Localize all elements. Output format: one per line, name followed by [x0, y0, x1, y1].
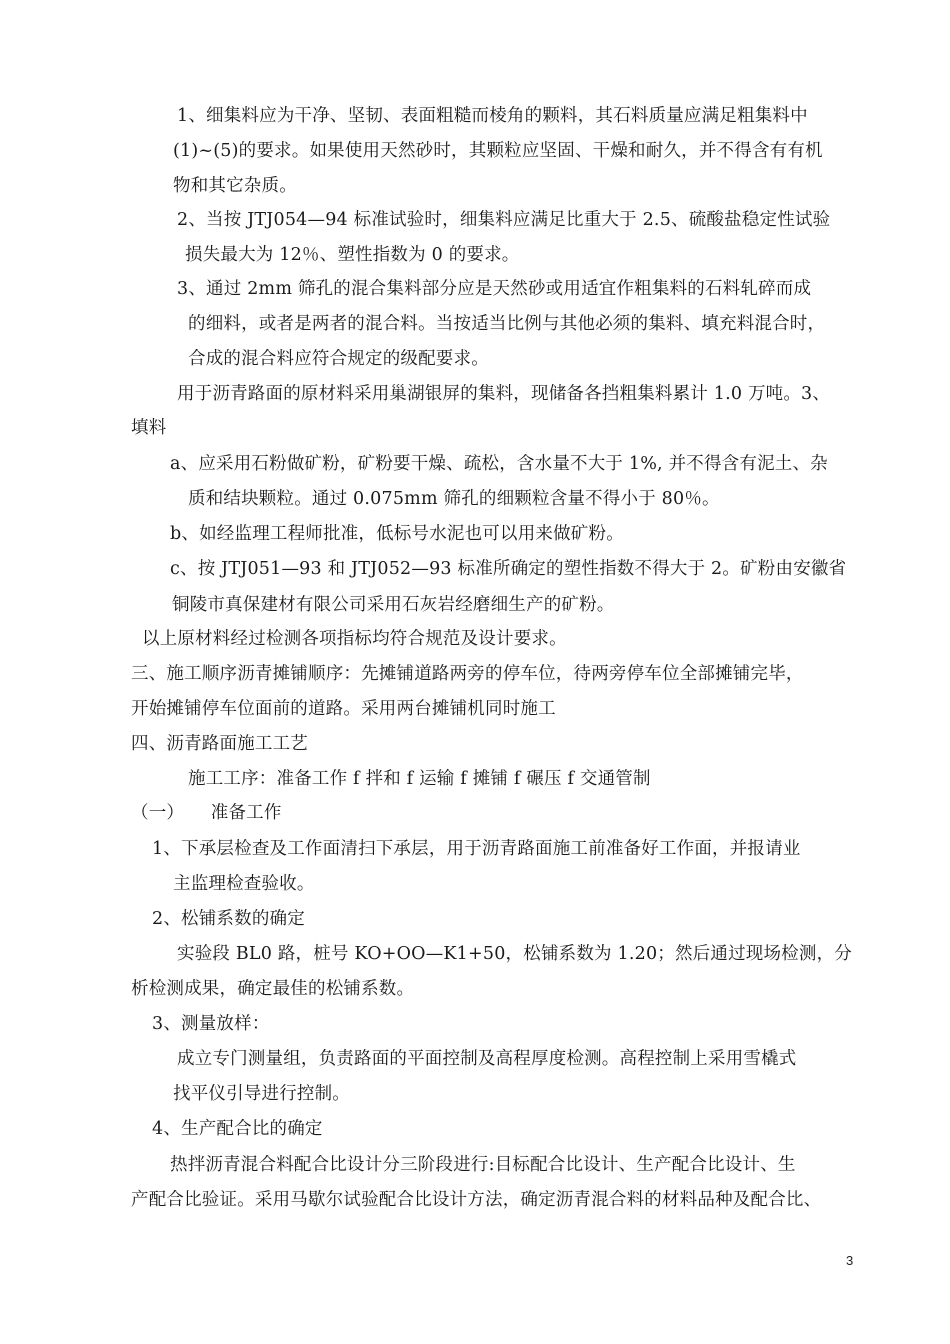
- text-line: 填料: [131, 418, 167, 438]
- text-line: 产配合比验证。采用马歇尔试验配合比设计方法，确定沥青混合料的材料品种及配合比、: [131, 1190, 822, 1210]
- text-line: 1、细集料应为干净、坚韧、表面粗糙而棱角的颗料，其石料质量应满足粗集料中: [177, 106, 808, 126]
- text-line: 以上原材料经过检测各项指标均符合规范及设计要求。: [142, 629, 567, 649]
- text-line: 成立专门测量组，负责路面的平面控制及高程厚度检测。高程控制上采用雪橇式: [177, 1049, 797, 1069]
- text-line: 合成的混合料应符合规定的级配要求。: [188, 349, 489, 369]
- text-line: 损失最大为 12％、塑性指数为 0 的要求。: [185, 245, 520, 265]
- text-line: 三、施工顺序沥青摊铺顺序：先摊铺道路两旁的停车位，待两旁停车位全部摊铺完毕，: [131, 664, 804, 684]
- text-line: 开始摊铺停车位面前的道路。采用两台摊铺机同时施工: [131, 699, 556, 719]
- text-line: 2、松铺系数的确定: [152, 909, 305, 929]
- text-line: b、如经监理工程师批准，低标号水泥也可以用来做矿粉。: [170, 524, 624, 544]
- text-line: 热拌沥青混合料配合比设计分三阶段进行:目标配合比设计、生产配合比设计、生: [170, 1155, 796, 1175]
- text-line: c、按 JTJ051—93 和 JTJ052—93 标准所确定的塑性指数不得大于 2。矿粉由安徽省: [170, 559, 847, 579]
- text-line: 4、生产配合比的确定: [152, 1119, 323, 1139]
- text-line: （一） 准备工作: [131, 803, 282, 823]
- text-line: 四、沥青路面施工工艺: [131, 734, 308, 754]
- text-line: 主监理检查验收。: [173, 874, 315, 894]
- text-line: a、应采用石粉做矿粉，矿粉要干燥、疏松，含水量不大于 1%, 并不得含有泥土、杂: [170, 454, 828, 474]
- text-line: 找平仪引导进行控制。: [173, 1084, 350, 1104]
- text-line: 物和其它杂质。: [173, 176, 297, 196]
- text-line: 质和结块颗粒。通过 0.075mm 筛孔的细颗粒含量不得小于 80％。: [188, 489, 720, 509]
- text-line: 施工工序：准备工作 f 拌和 f 运输 f 摊铺 f 碾压 f 交通管制: [188, 769, 651, 789]
- text-line: 3、通过 2mm 筛孔的混合集料部分应是天然砂或用适宜作粗集料的石料轧碎而成: [177, 279, 812, 299]
- text-line: (1)~(5)的要求。如果使用天然砂时，其颗粒应坚固、干燥和耐久，并不得含有有机: [173, 141, 823, 161]
- text-line: 的细料，或者是两者的混合料。当按适当比例与其他必须的集料、填充料混合时，: [188, 314, 826, 334]
- text-line: 铜陵市真保建材有限公司采用石灰岩经磨细生产的矿粉。: [172, 595, 615, 615]
- text-line: 实验段 BL0 路，桩号 KO+OO—K1+50，松铺系数为 1.20；然后通过现场检测，分: [177, 944, 852, 964]
- text-line: 用于沥青路面的原材料采用巢湖银屏的集料，现储备各挡粗集料累计 1.0 万吨。3、: [177, 384, 831, 404]
- text-line: 2、当按 JTJ054—94 标准试验时，细集料应满足比重大于 2.5、硫酸盐稳定性试验: [177, 210, 831, 230]
- text-line: 1、下承层检查及工作面清扫下承层，用于沥青路面施工前准备好工作面，并报请业: [152, 839, 801, 859]
- text-line: 3、测量放样：: [152, 1014, 270, 1034]
- page-number: 3: [846, 1253, 854, 1268]
- text-line: 析检测成果，确定最佳的松铺系数。: [131, 979, 415, 999]
